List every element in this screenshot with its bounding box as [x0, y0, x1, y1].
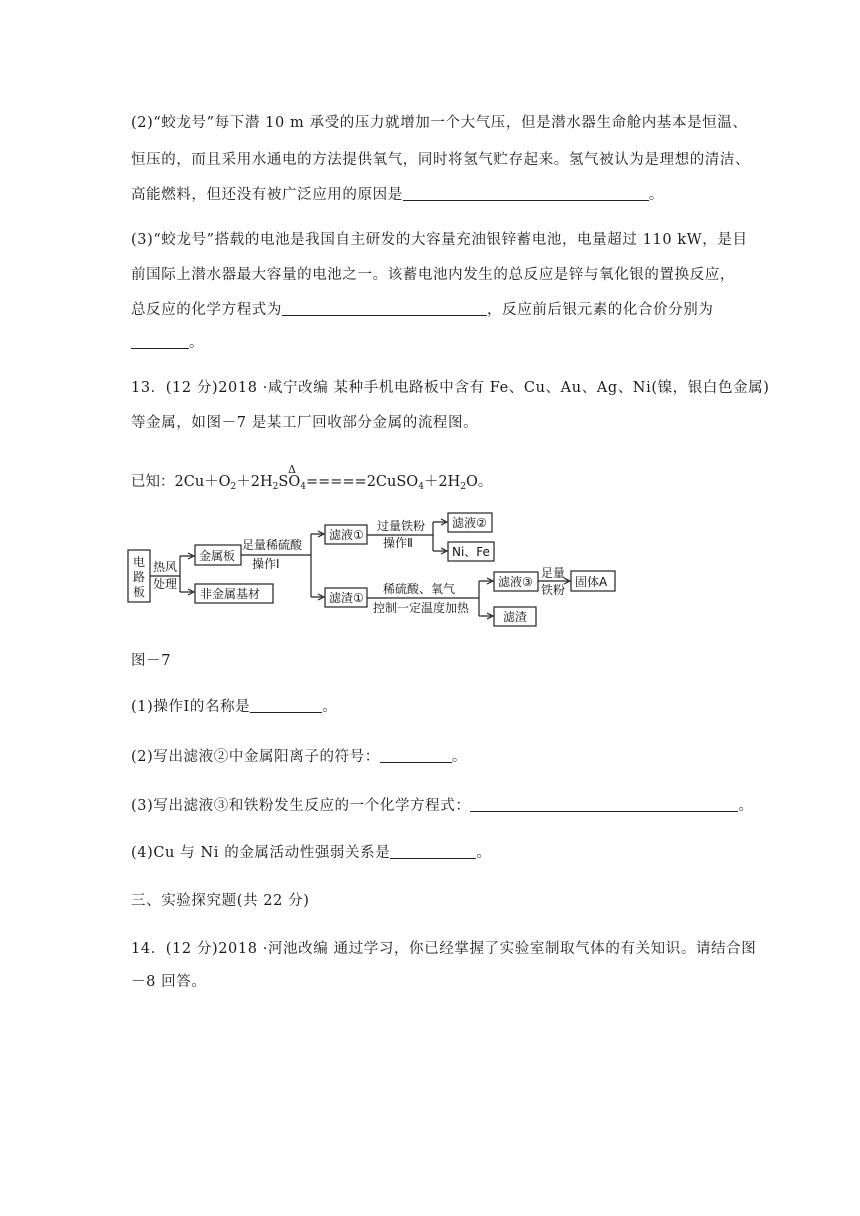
q12-part3-line1: (3)“蛟龙号”搭载的电池是我国自主研发的大容量充油银锌蓄电池，电量超过 110 kW，是目	[131, 232, 748, 248]
op2-label: 操作Ⅱ	[383, 536, 413, 550]
solid-a-label: 固体A	[575, 575, 608, 589]
filtrate3-label: 滤液③	[498, 575, 533, 589]
filtrate2-label: 滤液②	[452, 516, 487, 530]
q13-sub3-end: 。	[738, 798, 754, 814]
flow-diagram-tail	[538, 564, 668, 604]
q12-part2-answer-blank[interactable]	[403, 186, 649, 201]
q12-part3-line2: 前国际上潜水器最大容量的电池之一。该蓄电池内发生的总反应是锌与氧化银的置换反应，	[131, 267, 735, 283]
q13-head-line1: 13．(12 分)2018 ·咸宁改编 某种手机电路板中含有 Fe、Cu、Au、Ag、Ni(镍，银白色金属)	[131, 380, 770, 396]
q13-sub2	[131, 747, 467, 767]
q12-part3-equation-blank[interactable]	[282, 301, 487, 316]
sufficient-label: 足量	[541, 566, 566, 580]
nonmetal-label: 非金属基材	[200, 587, 261, 601]
eq-sub-5: 2	[460, 482, 467, 492]
q13-sub1	[131, 697, 337, 717]
iron-powder-label: 铁粉	[541, 583, 566, 597]
hot-air-label-2: 处理	[153, 577, 178, 591]
q13-sub1-text: (1)操作Ⅰ的名称是	[131, 699, 251, 715]
iron-excess-label: 过量铁粉	[377, 519, 426, 533]
q13-sub4-text: (4)Cu 与 Ni 的金属活动性强弱关系是	[131, 845, 391, 861]
known-prefix: 已知：	[131, 474, 175, 490]
q13-sub3	[131, 796, 754, 816]
q12-part2-line1: (2)“蛟龙号”每下潜 10 m 承受的压力就增加一个大气压，但是潜水器生命舱内基本是恒温、	[131, 115, 748, 131]
eq-part-d: 2CuSO	[366, 474, 419, 490]
figure-caption: 图－7	[131, 653, 172, 669]
q13-sub1-end: 。	[322, 699, 338, 715]
q13-sub4-blank[interactable]	[390, 844, 476, 859]
ni-fe-label: Ni、Fe	[452, 545, 490, 559]
eq-heat-delta: Δ	[288, 463, 296, 476]
eq-part-f: O。	[466, 474, 493, 490]
eq-sub-4: 4	[418, 482, 424, 492]
op1-label: 操作Ⅰ	[252, 557, 280, 571]
board-char-3: 板	[133, 585, 146, 599]
eq-sub-3: 4	[300, 482, 306, 492]
q13-head-line2: 等金属，如图－7 是某工厂回收部分金属的流程图。	[131, 415, 479, 431]
q14-line1: 14．(12 分)2018 ·河池改编 通过学习，你已经掌握了实验室制取气体的有关知识。请结合图	[131, 941, 757, 957]
q12-part3-line4	[131, 333, 204, 353]
q12-part2-line2: 恒压的，而且采用水通电的方法提供氧气，同时将氢气贮存起来。氢气被认为是理想的清洁、	[131, 152, 751, 168]
acid-label: 足量稀硫酸	[242, 538, 303, 552]
board-char-2: 路	[133, 570, 146, 584]
q12-part3-line3-rest: ，反应前后银元素的化合价分别为	[487, 302, 714, 318]
q13-sub2-text: (2)写出滤液②中金属阳离子的符号：	[131, 749, 380, 765]
acid-o2-label: 稀硫酸、氧气	[383, 582, 456, 596]
eq-part-e: ＋2H	[423, 474, 461, 490]
q13-sub4-end: 。	[476, 845, 492, 861]
q13-sub3-blank[interactable]	[470, 797, 738, 812]
control-label: 控制一定温度加热	[373, 601, 470, 615]
eq-part-a: 2Cu＋O	[174, 474, 231, 490]
q13-sub2-blank[interactable]	[380, 748, 452, 763]
q12-part2-line3	[131, 185, 664, 205]
q12-part2-line3-text: 高能燃料，但还没有被广泛应用的原因是	[131, 187, 403, 203]
flow-diagram	[125, 508, 545, 632]
q12-part3-line3-text: 总反应的化学方程式为	[131, 302, 282, 318]
eq-part-b: ＋2H	[236, 474, 273, 490]
q13-sub4	[131, 843, 491, 863]
eq-part-c: SO	[278, 474, 301, 490]
hot-air-label-1: 热风	[153, 560, 178, 574]
eq-sub-1: 2	[230, 482, 237, 492]
q14-line2: －8 回答。	[131, 974, 207, 990]
metal-board-label: 金属板	[199, 549, 236, 563]
eq-arrow: =====	[305, 474, 367, 490]
q13-sub3-text: (3)写出滤液③和铁粉发生反应的一个化学方程式：	[131, 798, 471, 814]
filtrate1-label: 滤液①	[329, 528, 364, 542]
q12-part3-line4-end: 。	[189, 335, 205, 351]
eq-sub-2: 2	[272, 482, 279, 492]
q13-sub2-end: 。	[451, 749, 467, 765]
residue1-label: 滤渣①	[329, 591, 364, 605]
q12-part3-valence-blank[interactable]	[131, 334, 189, 349]
board-char-1: 电	[133, 555, 146, 569]
q13-sub1-blank[interactable]	[250, 698, 322, 713]
q12-part2-line3-end: 。	[648, 187, 664, 203]
section-heading-3: 三、实验探究题(共 22 分)	[131, 893, 310, 909]
residue-label: 滤渣	[503, 610, 528, 624]
q13-known-equation	[131, 472, 492, 492]
q12-part3-line3	[131, 300, 714, 320]
